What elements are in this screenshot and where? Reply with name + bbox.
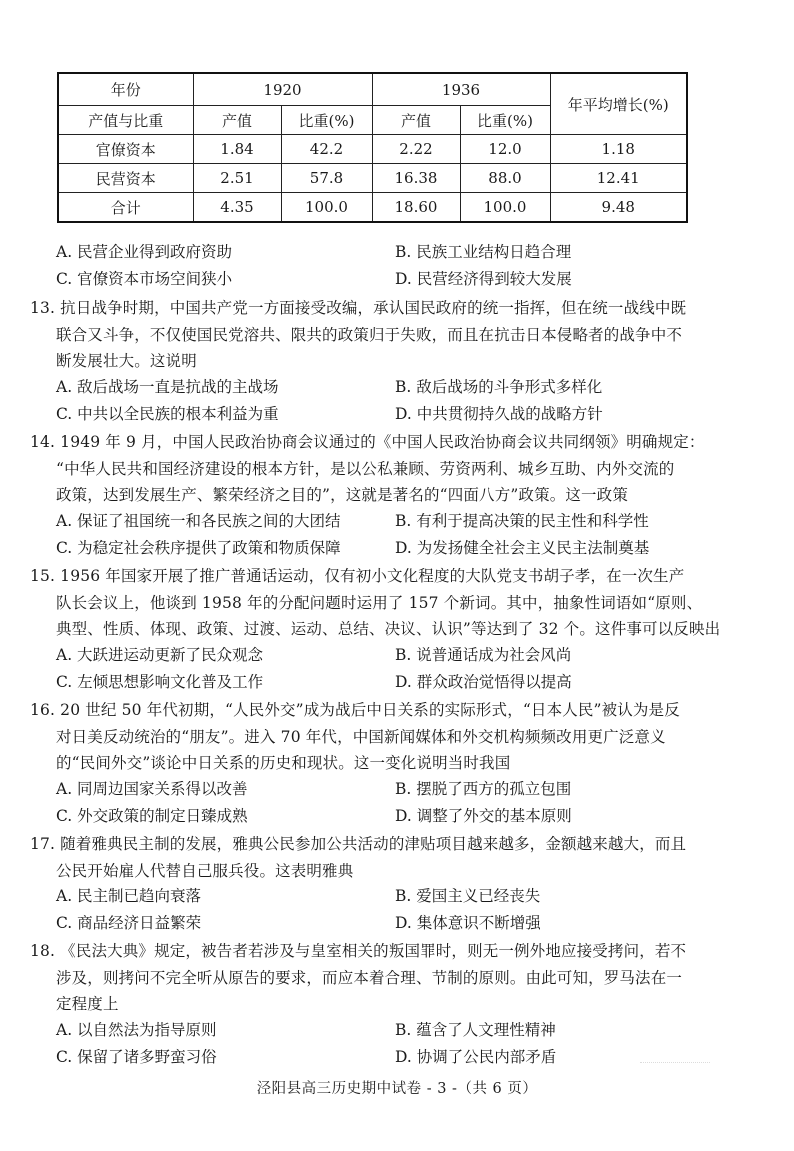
- year-1936: 1936: [372, 73, 550, 106]
- q18-options-row2: [56, 1045, 736, 1071]
- cell: 88.0: [460, 164, 550, 193]
- option-c[interactable]: C. 左倾思想影响文化普及工作: [56, 673, 264, 691]
- option-d[interactable]: D. 群众政治觉悟得以提高: [395, 673, 572, 691]
- q16-options-row1: [56, 777, 736, 803]
- table-row: [58, 135, 687, 164]
- cell: 100.0: [460, 193, 550, 223]
- option-c[interactable]: C. 官僚资本市场空间狭小: [56, 270, 233, 288]
- option-d[interactable]: D. 为发扬健全社会主义民主法制奠基: [395, 539, 650, 557]
- table-row: [58, 164, 687, 193]
- q13-options-row1: [56, 375, 736, 401]
- option-d[interactable]: D. 民营经济得到较大发展: [395, 270, 572, 288]
- question-text: “中华人民共和国经济建设的根本方针，是以公私兼顾、劳资两利、城乡互助、内外交流的: [56, 459, 675, 478]
- cell: 9.48: [550, 193, 687, 223]
- option-a[interactable]: A. 敌后战场一直是抗战的主战场: [56, 378, 279, 396]
- sub-label: 产值与比重: [58, 106, 193, 135]
- cell: 2.51: [193, 164, 281, 193]
- row-name: 合计: [58, 193, 193, 223]
- cell: 16.38: [372, 164, 460, 193]
- question-text: 断发展壮大。这说明: [56, 352, 197, 371]
- question-text: 典型、性质、体现、政策、过渡、运动、总结、决议、认识”等达到了 32 个。这件事可以反映出: [56, 620, 721, 639]
- cell: 57.8: [281, 164, 372, 193]
- question-text: 17. 随着雅典民主制的发展，雅典公民参加公共活动的津贴项目越来越多，金额越来越大，而且: [30, 835, 687, 853]
- cell: 4.35: [193, 193, 281, 223]
- question-14: [30, 429, 754, 509]
- year-1920: 1920: [193, 73, 372, 106]
- question-16: [30, 697, 754, 777]
- cell: 1.84: [193, 135, 281, 164]
- option-b[interactable]: B. 蕴含了人文理性精神: [395, 1021, 556, 1039]
- q17-options-row1: [56, 884, 736, 910]
- option-b[interactable]: B. 说普通话成为社会风尚: [395, 646, 572, 664]
- share-header: 比重(%): [281, 106, 372, 135]
- capital-table: [57, 72, 688, 223]
- cell: 18.60: [372, 193, 460, 223]
- q14-options-row1: [56, 509, 736, 535]
- option-b[interactable]: B. 爱国主义已经丧失: [395, 887, 541, 905]
- option-c[interactable]: C. 中共以全民族的根本利益为重: [56, 405, 279, 423]
- question-15: [30, 563, 754, 643]
- option-c[interactable]: C. 保留了诸多野蛮习俗: [56, 1048, 217, 1066]
- option-b[interactable]: B. 敌后战场的斗争形式多样化: [395, 378, 603, 396]
- cell: 42.2: [281, 135, 372, 164]
- option-d[interactable]: D. 中共贯彻持久战的战略方针: [395, 405, 603, 423]
- output-header: 产值: [372, 106, 460, 135]
- question-text: 政策，达到发展生产、繁荣经济之目的”，这就是著名的“四面八方”政策。这一政策: [56, 486, 628, 505]
- option-a[interactable]: A. 保证了祖国统一和各民族之间的大团结: [56, 512, 341, 530]
- cell: 1.18: [550, 135, 687, 164]
- faint-watermark: [640, 1040, 710, 1063]
- question-text: 联合又斗争，不仅使国民党溶共、限共的政策归于失败，而且在抗击日本侵略者的战争中不: [56, 325, 683, 344]
- cell: 12.0: [460, 135, 550, 164]
- table-row: [58, 193, 687, 223]
- question-text: 14. 1949 年 9 月，中国人民政治协商会议通过的《中国人民政治协商会议共同纲领》明确规定：: [30, 433, 705, 451]
- cell: 2.22: [372, 135, 460, 164]
- question-text: 定程度上: [56, 995, 119, 1014]
- q17-options-row2: [56, 911, 736, 937]
- option-a[interactable]: A. 同周边国家关系得以改善: [56, 780, 248, 798]
- q15-options-row1: [56, 643, 736, 669]
- option-c[interactable]: C. 商品经济日益繁荣: [56, 914, 202, 932]
- q12-options-row2: [56, 267, 736, 293]
- question-text: 13. 抗日战争时期，中国共产党一方面接受改编，承认国民政府的统一指挥，但在统一战线中既: [30, 299, 687, 317]
- option-b[interactable]: B. 摆脱了西方的孤立包围: [395, 780, 572, 798]
- share-header: 比重(%): [460, 106, 550, 135]
- q15-options-row2: [56, 670, 736, 696]
- option-d[interactable]: D. 集体意识不断增强: [395, 914, 541, 932]
- option-d[interactable]: D. 调整了外交的基本原则: [395, 807, 572, 825]
- q18-options-row1: [56, 1018, 736, 1044]
- option-d[interactable]: D. 协调了公民内部矛盾: [395, 1048, 557, 1066]
- option-a[interactable]: A. 民营企业得到政府资助: [56, 243, 233, 261]
- option-b[interactable]: B. 有利于提高决策的民主性和科学性: [395, 512, 649, 530]
- q13-options-row2: [56, 402, 736, 428]
- question-text: 对日美反动统治的“朋友”。进入 70 年代，中国新闻媒体和外交机构频频改用更广泛意义: [56, 727, 666, 746]
- question-17: [30, 831, 754, 884]
- question-text: 的“民间外交”谈论中日关系的历史和现状。这一变化说明当时我国: [56, 754, 511, 773]
- question-18: [30, 938, 754, 1018]
- option-b[interactable]: B. 民族工业结构日趋合理: [395, 243, 572, 261]
- q16-options-row2: [56, 804, 736, 830]
- table-header-row: [58, 73, 687, 106]
- page-footer: 泾阳县高三历史期中试卷 - 3 -（共 6 页）: [256, 1081, 538, 1097]
- option-a[interactable]: A. 民主制已趋向衰落: [56, 887, 202, 905]
- option-c[interactable]: C. 为稳定社会秩序提供了政策和物质保障: [56, 539, 341, 557]
- question-text: 公民开始雇人代替自己服兵役。这表明雅典: [56, 861, 354, 880]
- question-text: 涉及，则拷问不完全听从原告的要求，而应本着合理、节制的原则。由此可知，罗马法在一: [56, 968, 683, 987]
- question-text: 15. 1956 年国家开展了推广普通话运动，仅有初小文化程度的大队党支书胡子孝，在一次生产: [30, 567, 685, 585]
- question-13: [30, 295, 754, 375]
- cell: 100.0: [281, 193, 372, 223]
- output-header: 产值: [193, 106, 281, 135]
- row-name: 民营资本: [58, 164, 193, 193]
- question-text: 18. 《民法大典》规定，被告者若涉及与皇室相关的叛国罪时，则无一例外地应接受拷问，若不: [30, 942, 687, 960]
- growth-header: 年平均增长(%): [550, 73, 687, 135]
- option-c[interactable]: C. 外交政策的制定日臻成熟: [56, 807, 248, 825]
- year-label: 年份: [58, 73, 193, 106]
- option-a[interactable]: A. 以自然法为指导原则: [56, 1021, 217, 1039]
- row-name: 官僚资本: [58, 135, 193, 164]
- question-text: 队长会议上，他谈到 1958 年的分配问题时运用了 157 个新词。其中，抽象性词语如“原则、: [56, 593, 703, 612]
- q14-options-row2: [56, 536, 736, 562]
- option-a[interactable]: A. 大跃进运动更新了民众观念: [56, 646, 264, 664]
- cell: 12.41: [550, 164, 687, 193]
- question-text: 16. 20 世纪 50 年代初期，“人民外交”成为战后中日关系的实际形式，“日本人民”被认为是反: [30, 701, 680, 719]
- q12-options-row1: [56, 240, 736, 266]
